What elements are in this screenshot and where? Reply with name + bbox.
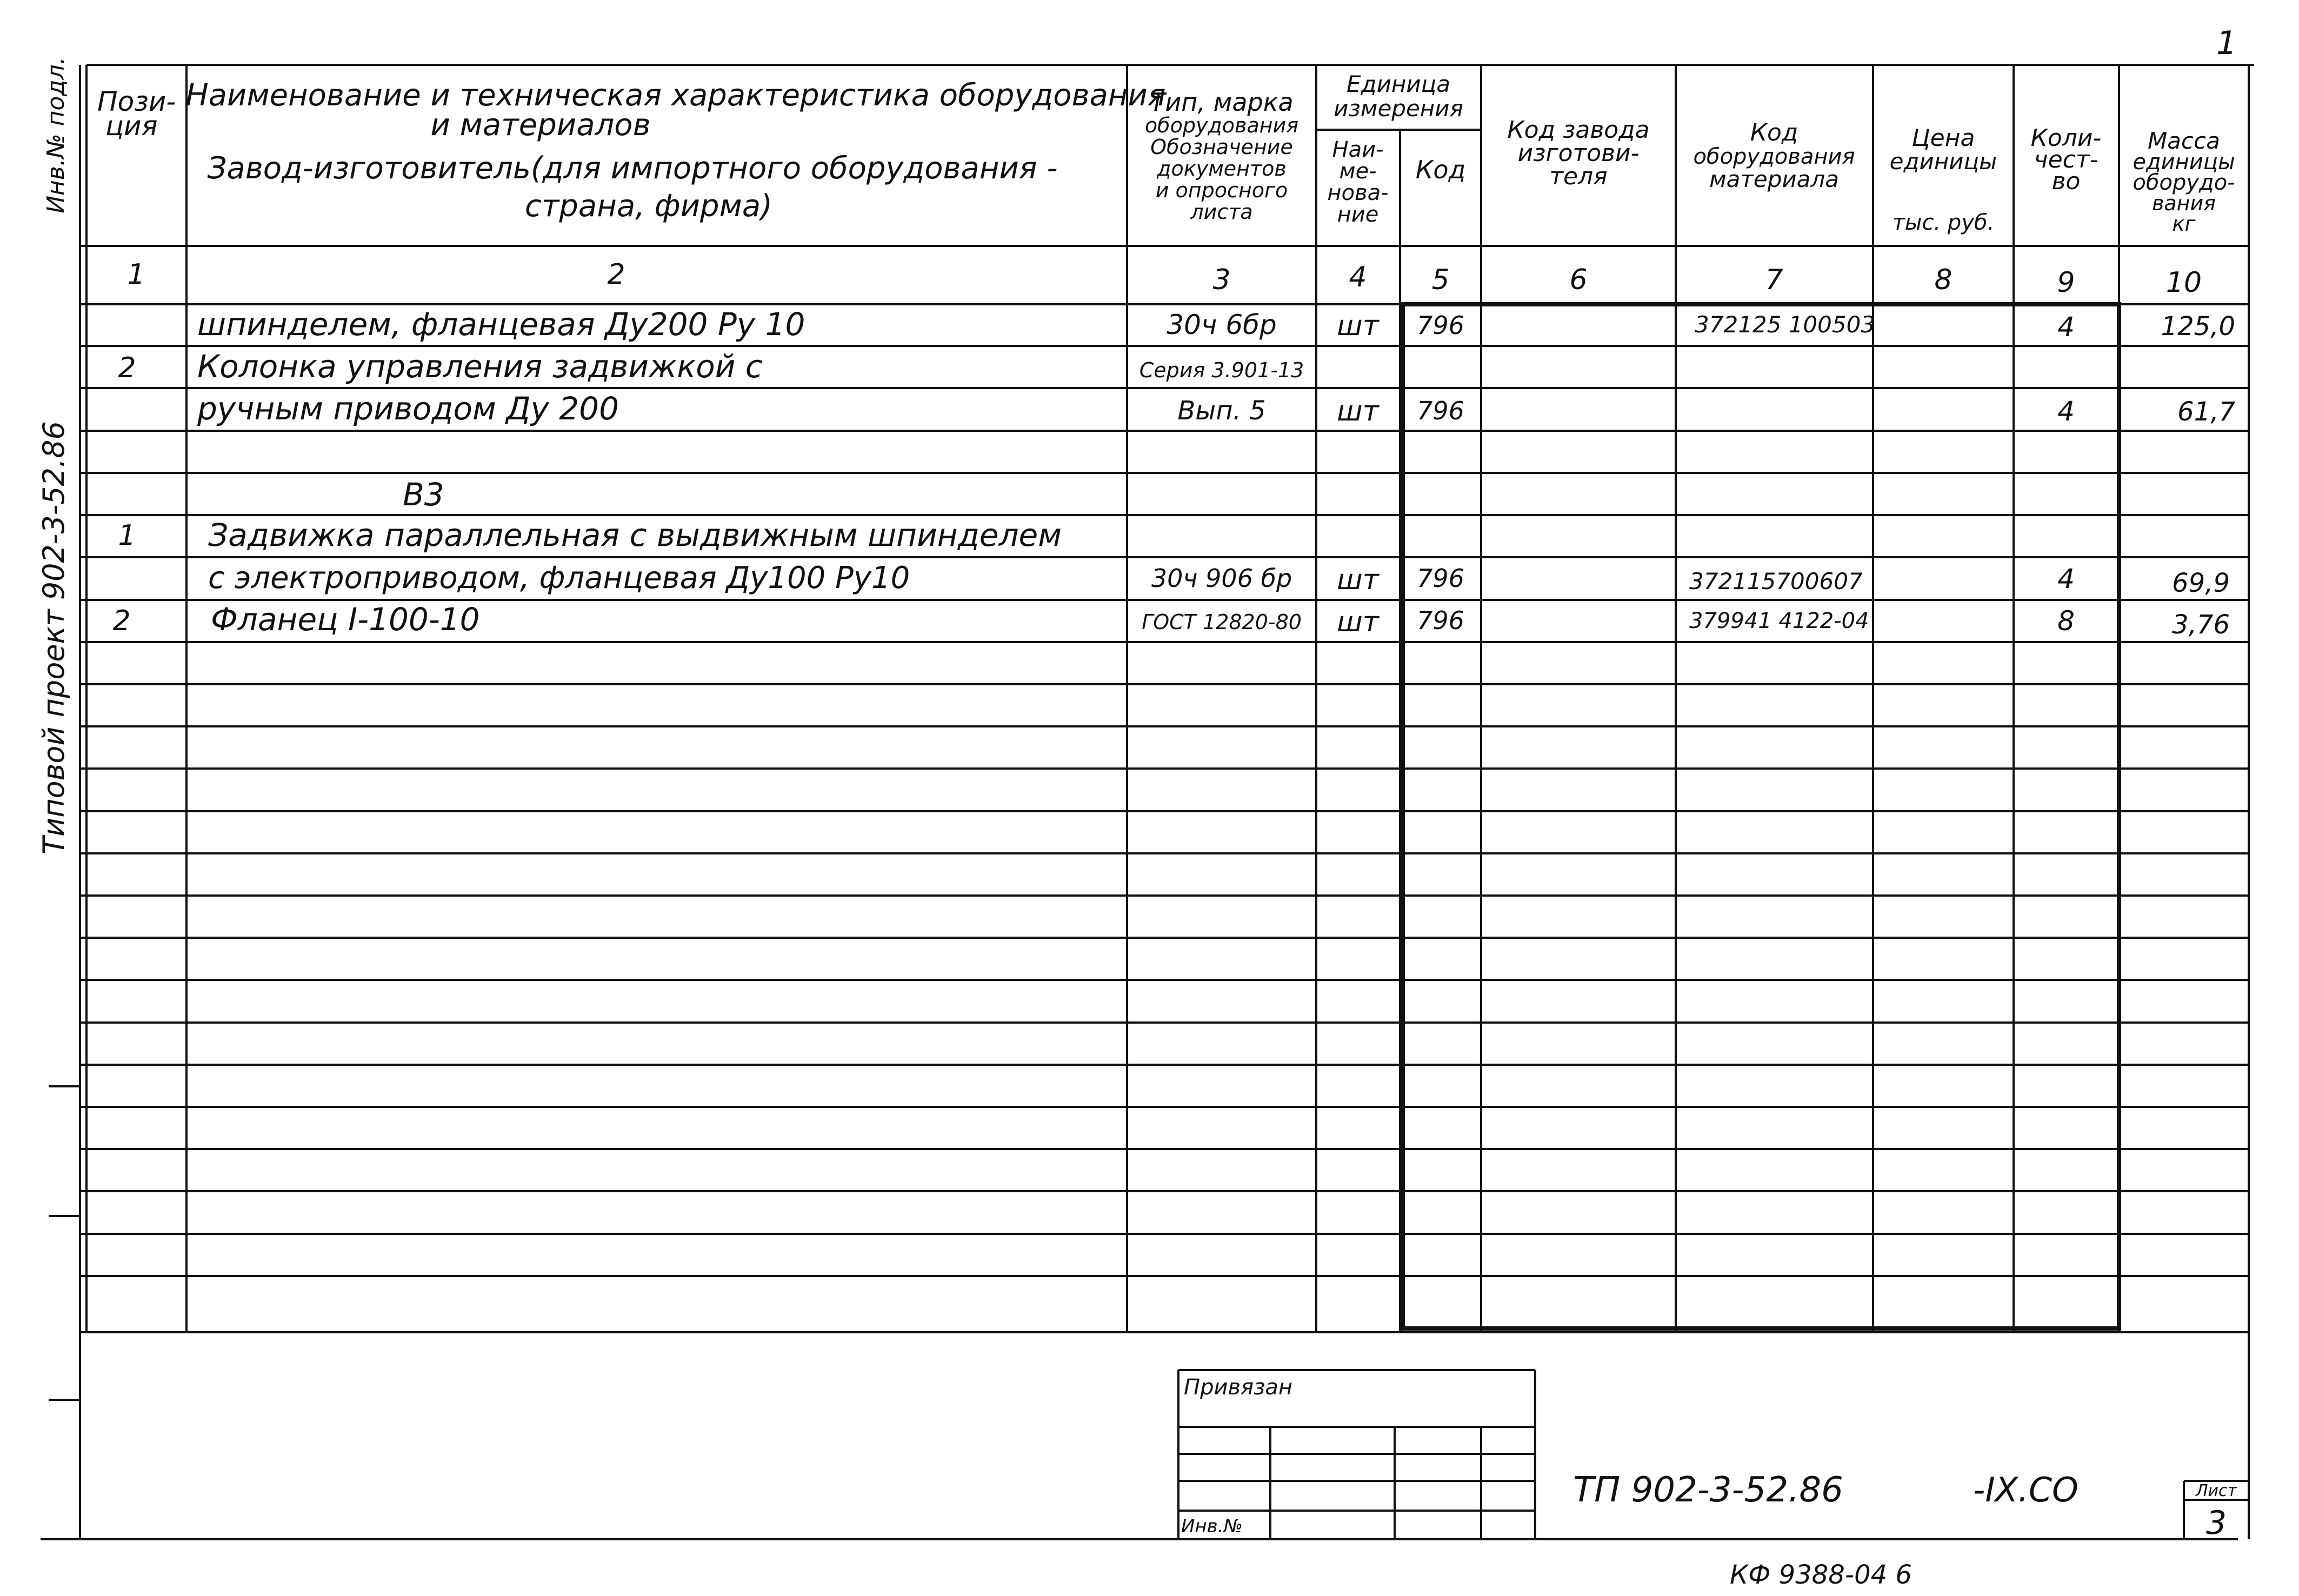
col-number: 10 bbox=[2165, 266, 2202, 299]
col-number: 6 bbox=[1569, 264, 1588, 296]
table-row bbox=[403, 476, 444, 513]
table-row bbox=[197, 306, 2235, 343]
cell-mass: 3,76 bbox=[2172, 610, 2230, 640]
cell-pos: 2 bbox=[112, 605, 131, 637]
header-name-2: и материалов bbox=[430, 108, 651, 143]
header-unit-name-2: ме- bbox=[1339, 159, 1377, 184]
header-plant-code-3: теля bbox=[1549, 163, 1608, 190]
cell-mass: 125,0 bbox=[2161, 311, 2235, 342]
cell-name: шпинделем, фланцевая Ду200 Ру 10 bbox=[197, 306, 805, 343]
table-column-lines bbox=[186, 65, 2119, 1332]
cell-unit: шт bbox=[1337, 395, 1379, 428]
cell-unit: шт bbox=[1337, 606, 1379, 638]
cell-type: ГОСТ 12820-80 bbox=[1142, 610, 1302, 634]
title-block bbox=[80, 1332, 2249, 1539]
header-qty-3: во bbox=[2051, 168, 2081, 195]
header-type-1: Тип, марка bbox=[1150, 88, 1294, 117]
cell-pos: 2 bbox=[118, 352, 136, 384]
header-mass-1: Масса bbox=[2148, 128, 2220, 154]
table-row bbox=[118, 517, 1062, 553]
header-equip-code-3: материала bbox=[1709, 166, 1840, 192]
header-name-3: Завод-изготовитель(для импортного оборудования - bbox=[207, 151, 1058, 186]
header-unit-group-1: Единица bbox=[1347, 71, 1450, 97]
header-price-unit: тыс. руб. bbox=[1892, 210, 1995, 235]
cell-qty: 4 bbox=[2057, 563, 2075, 595]
header-equip-code-1: Код bbox=[1750, 119, 1798, 146]
cell-qty: 4 bbox=[2057, 311, 2075, 343]
cell-qty: 8 bbox=[2057, 605, 2075, 637]
cell-code: 796 bbox=[1417, 564, 1464, 593]
cell-type: 30ч 906 бр bbox=[1151, 564, 1292, 593]
cell-equip: 379941 4122-04 bbox=[1689, 609, 1869, 633]
table-row bbox=[208, 560, 2230, 598]
header-mass-3: оборудо- bbox=[2133, 170, 2235, 195]
cell-name: Колонка управления задвижкой с bbox=[197, 348, 763, 385]
cell-pos: 1 bbox=[118, 519, 136, 552]
header-name-4: страна, фирма) bbox=[524, 189, 773, 224]
cell-equip: 372125 100503 bbox=[1695, 311, 1876, 338]
document-code: ТП 902-3-52.86 bbox=[1573, 1470, 1843, 1510]
col-number: 3 bbox=[1212, 264, 1231, 296]
cell-name: Фланец I-100-10 bbox=[211, 601, 480, 638]
col-number: 9 bbox=[2057, 266, 2075, 299]
cell-name: с электроприводом, фланцевая Ду100 Ру10 bbox=[208, 560, 910, 596]
cell-qty: 4 bbox=[2057, 396, 2075, 427]
stamp-inv-label: Инв.№ bbox=[1181, 1515, 1243, 1537]
header-plant-code-1: Код завода bbox=[1507, 116, 1650, 144]
header-plant-code-2: изготови- bbox=[1517, 139, 1640, 167]
header-mass-5: кг bbox=[2172, 212, 2196, 236]
table-row bbox=[112, 601, 2230, 640]
header-mass-4: вания bbox=[2151, 191, 2216, 215]
header-unit-group-2: измерения bbox=[1334, 95, 1463, 122]
cell-code: 796 bbox=[1417, 311, 1464, 340]
header-mass-2: единицы bbox=[2133, 150, 2235, 175]
col-number: 1 bbox=[127, 258, 145, 291]
table-row bbox=[197, 390, 2235, 428]
column-number-row bbox=[127, 258, 2202, 299]
header-type-4: документов bbox=[1157, 157, 1287, 181]
inv-side-label: Инв.№ подл. bbox=[42, 57, 70, 213]
col-number: 5 bbox=[1431, 264, 1450, 296]
header-price-2: единицы bbox=[1889, 148, 1997, 175]
cell-type: Серия 3.901-13 bbox=[1139, 358, 1304, 382]
header-qty-2: чест- bbox=[2034, 146, 2098, 173]
header-equip-code-2: оборудования bbox=[1693, 144, 1855, 169]
header-price-1: Цена bbox=[1911, 124, 1975, 152]
cell-name: Задвижка параллельная с выдвижным шпинделем bbox=[208, 517, 1062, 553]
cell-name: ручным приводом Ду 200 bbox=[197, 390, 619, 427]
col-number: 8 bbox=[1934, 264, 1953, 296]
header-pos-1: Пози- bbox=[97, 86, 176, 117]
header-name-1: Наименование и техническая характеристика оборудования bbox=[185, 78, 1166, 113]
cell-equip: 372115700607 bbox=[1689, 568, 1863, 595]
header-type-3: Обозначение bbox=[1150, 135, 1293, 159]
cell-mass: 69,9 bbox=[2172, 568, 2230, 598]
cell-unit: шт bbox=[1337, 310, 1379, 342]
header-unit-name-4: ние bbox=[1337, 202, 1379, 227]
sheet-label: Лист bbox=[2195, 1481, 2237, 1500]
header-qty-1: Коли- bbox=[2030, 124, 2102, 152]
header-unit-name-1: Наи- bbox=[1332, 137, 1384, 162]
header-unit-code: Код bbox=[1415, 155, 1466, 184]
cell-code: 796 bbox=[1417, 606, 1464, 635]
header-type-2: оборудования bbox=[1144, 113, 1299, 137]
col-number: 4 bbox=[1349, 261, 1367, 293]
cell-unit: шт bbox=[1337, 564, 1379, 596]
cell-code: 796 bbox=[1417, 396, 1464, 425]
footer-code: КФ 9388-04 6 bbox=[1730, 1560, 1912, 1590]
cell-mass: 61,7 bbox=[2177, 397, 2235, 427]
header-type-5: и опросного bbox=[1155, 178, 1288, 202]
document-suffix: -IX.CO bbox=[1973, 1470, 2078, 1510]
sheet-number: 3 bbox=[2205, 1504, 2227, 1542]
project-side-label: Типовой проект 902-3-52.86 bbox=[37, 421, 71, 854]
header-unit-name-3: нова- bbox=[1327, 181, 1389, 205]
col-number: 7 bbox=[1765, 264, 1783, 296]
col-number: 2 bbox=[607, 258, 625, 291]
page-corner-mark: 1 bbox=[2216, 24, 2237, 62]
cell-type: Вып. 5 bbox=[1177, 396, 1266, 426]
table-header bbox=[97, 71, 2235, 236]
header-pos-2: ция bbox=[105, 110, 158, 142]
stamp-linked-label: Привязан bbox=[1184, 1375, 1293, 1400]
section-heading: В3 bbox=[403, 476, 444, 513]
header-type-6: листа bbox=[1190, 200, 1253, 224]
cell-type: 30ч 6бр bbox=[1167, 309, 1277, 340]
bold-frame bbox=[1403, 304, 2119, 1328]
